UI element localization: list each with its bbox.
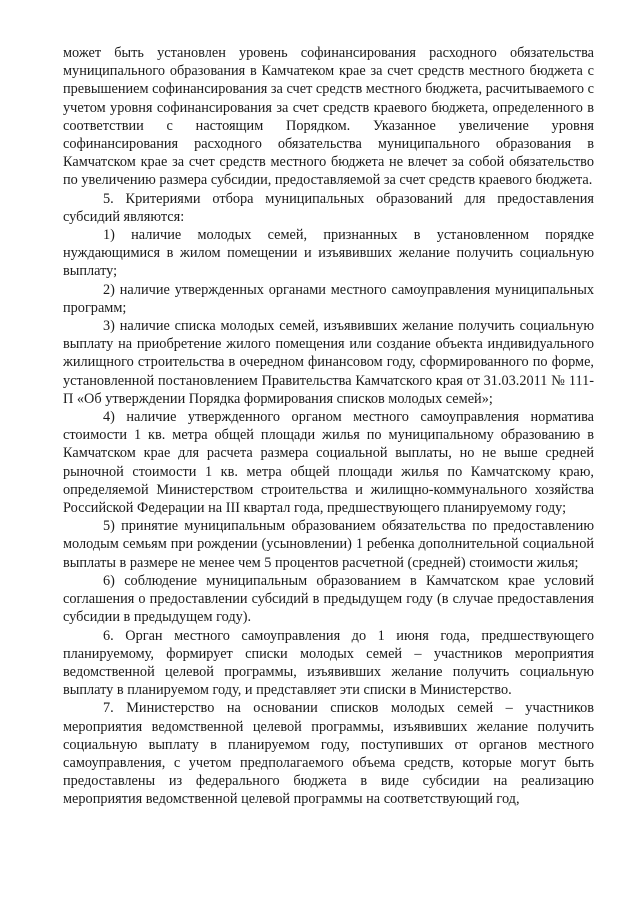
criterion-6: 6) соблюдение муниципальным образованием в Камчатском крае условий соглашения о предоставлении субсидий в предыдущем году (в случае предоставления субсидии в предыдущем году). (63, 572, 594, 626)
paragraph-item-6: 6. Орган местного самоуправления до 1 июня года, предшествующего планируемому, формирует списки молодых семей – участников мероприятия ведомственной целевой программы, изъявивших желание получить социальную выплату в планируемом году, и представляет эти списки в Министерство. (63, 627, 594, 699)
criterion-5: 5) принятие муниципальным образованием обязательства по предоставлению молодым семьям при рождении (усыновлении) 1 ребенка дополнительной социальной выплаты в размере не менее чем 5 процентов расчетной (средней) стоимости жилья; (63, 518, 594, 571)
criterion-3: 3) наличие списка молодых семей, изъявивших желание получить социальную выплату на приобретение жилого помещения или создание объекта индивидуального жилищного строительства в очередном финансовом году, сформированного по форме, установленной постановлением Правительства Камчатского края от 31.03.2011 № 111-П «Об утверждении Порядка формирования списков молодых семей»; (63, 318, 594, 407)
criterion-1: 1) наличие молодых семей, признанных в установленном порядке нуждающимися в жилом помещении и изъявивших желание получить социальную выплату; (63, 227, 594, 280)
paragraph-item-5: 5. Критериями отбора муниципальных образований для предоставления субсидий являются: (63, 190, 594, 225)
paragraph-item-7: 7. Министерство на основании списков молодых семей – участников мероприятия ведомственной целевой программы, изъявивших желание получить социальную выплату в планируемом году, поступивших от органов местного самоуправления, с учетом предполагаемого объема средств, которые могут быть предоставлены из федерального бюджета в виде субсидии на реализацию мероприятия ведомственной целевой программы на соответствующий год, (63, 700, 594, 808)
criterion-2: 2) наличие утвержденных органами местного самоуправления муниципальных программ; (63, 281, 594, 316)
document-page (63, 44, 594, 809)
criterion-4: 4) наличие утвержденного органом местного самоуправления норматива стоимости 1 кв. метра общей площади жилья по муниципальному образованию в Камчатском крае для расчета размера социальной выплаты, но не выше средней рыночной стоимости 1 кв. метра общей площади жилья по Камчатскому краю, определяемой Министерством строительства и жилищно-коммунального хозяйства Российской Федерации на III квартал года, предшествующего планируемому году; (63, 409, 594, 517)
paragraph-cofinancing: может быть установлен уровень софинансирования расходного обязательства муниципального образования в Камчатеком крае за счет средств местного бюджета с превышением софинансирования за счет средств местного бюджета, расчитываемого с учетом уровня софинансирования за счет средств краевого бюджета, определенного в соответствии с настоящим Порядком. Указанное увеличение уровня софинансирования расходного обязательства муниципального образования в Камчатском крае за счет средств местного бюджета не влечет за собой обязательство по увеличению размера субсидии, предоставляемой за счет средств краевого бюджета. (63, 45, 594, 189)
